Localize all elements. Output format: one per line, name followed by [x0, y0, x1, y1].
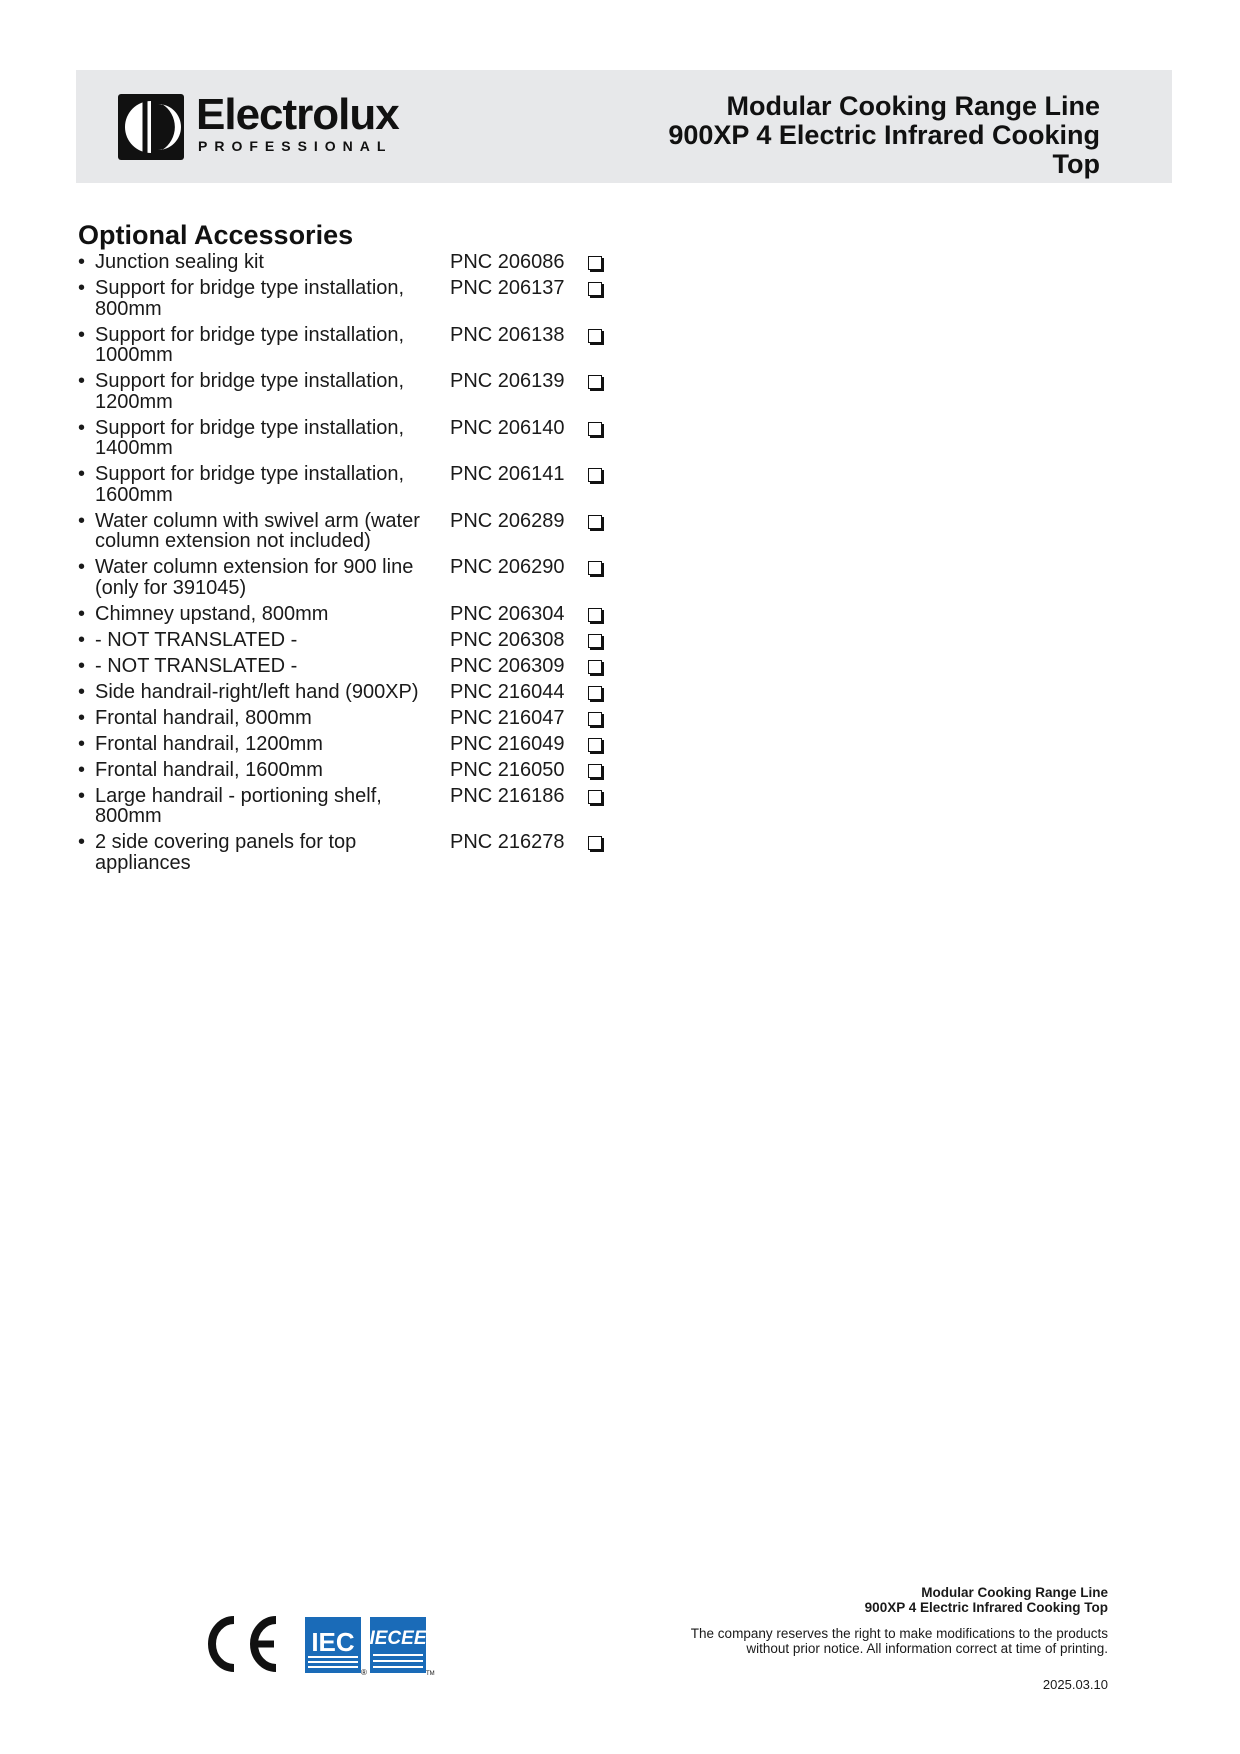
brand-name: Electrolux [196, 90, 399, 139]
bullet: • [78, 706, 86, 729]
bullet: • [78, 509, 86, 532]
accessory-description: Frontal handrail, 800mm [95, 706, 312, 729]
accessory-row [78, 708, 638, 729]
footer-disclaimer-line: without prior notice. All information correct at time of printing. [746, 1641, 1108, 1656]
accessory-checkbox[interactable] [588, 608, 602, 622]
page-title-line: 900XP 4 Electric Infrared Cooking [668, 120, 1100, 150]
accessory-row [78, 464, 638, 505]
accessory-pnc: PNC 206308 [450, 628, 565, 651]
accessory-row [78, 786, 638, 827]
accessory-pnc: PNC 216050 [450, 758, 565, 781]
accessory-row [78, 630, 638, 651]
accessory-row [78, 371, 638, 412]
accessory-row [78, 656, 638, 677]
bullet: • [78, 277, 86, 299]
accessory-pnc: PNC 216044 [450, 680, 565, 703]
bullet: • [78, 758, 86, 781]
ce-mark-icon [212, 1620, 276, 1668]
accessory-row [78, 278, 638, 319]
footer-disclaimer [548, 1626, 1108, 1656]
accessory-checkbox[interactable] [588, 422, 602, 436]
accessory-pnc: PNC 216047 [450, 706, 565, 729]
accessory-row [78, 604, 638, 625]
accessory-checkbox[interactable] [588, 561, 602, 575]
bullet: • [78, 732, 86, 755]
accessory-description: Support for bridge type installation, 1200mm [95, 370, 405, 413]
accessory-checkbox[interactable] [588, 515, 602, 529]
footer-disclaimer-line: The company reserves the right to make modifications to the products [690, 1626, 1108, 1641]
bullet: • [78, 784, 86, 807]
accessory-row [78, 511, 638, 552]
accessory-description: Support for bridge type installation, 1000mm [95, 323, 405, 366]
trademark: TM [426, 1671, 435, 1676]
accessory-description: Frontal handrail, 1600mm [95, 758, 323, 781]
bullet: • [78, 602, 86, 625]
accessory-description: 2 side covering panels for top appliances [95, 831, 357, 874]
accessory-pnc: PNC 216186 [450, 784, 565, 807]
iec-text: IEC [311, 1627, 355, 1657]
accessory-description: Water column extension for 900 line (only for 391045) [95, 556, 414, 599]
accessory-pnc: PNC 206289 [450, 509, 565, 532]
accessory-checkbox[interactable] [588, 686, 602, 700]
accessory-checkbox[interactable] [588, 790, 602, 804]
certification-logos [208, 1614, 448, 1676]
accessory-row [78, 832, 638, 873]
bullet: • [78, 628, 86, 651]
accessory-description: - NOT TRANSLATED - [95, 628, 298, 651]
accessory-row [78, 682, 638, 703]
accessory-description: Frontal handrail, 1200mm [95, 732, 323, 755]
accessory-pnc: PNC 206139 [450, 370, 565, 392]
accessory-row [78, 760, 638, 781]
accessory-pnc: PNC 216278 [450, 831, 565, 853]
footer-title-line: 900XP 4 Electric Infrared Cooking Top [864, 1600, 1108, 1615]
bullet: • [78, 370, 86, 392]
accessory-checkbox[interactable] [588, 712, 602, 726]
footer-title [548, 1585, 1108, 1615]
page-title [540, 92, 1100, 179]
accessory-description: Support for bridge type installation, 1400mm [95, 416, 405, 459]
page-title-line: Modular Cooking Range Line [726, 91, 1100, 121]
iecee-text: IECEE [369, 1628, 427, 1649]
accessory-checkbox[interactable] [588, 660, 602, 674]
bullet: • [78, 831, 86, 853]
footer-date: 2025.03.10 [1042, 1677, 1108, 1692]
accessory-description: Support for bridge type installation, 800mm [95, 277, 405, 320]
accessory-description: - NOT TRANSLATED - [95, 654, 298, 677]
brand-subtitle: PROFESSIONAL [198, 138, 393, 154]
iec-logo-icon [305, 1617, 367, 1676]
accessory-pnc: PNC 206304 [450, 602, 565, 625]
accessory-description: Chimney upstand, 800mm [95, 602, 329, 625]
header-band [76, 70, 1172, 183]
accessory-pnc: PNC 206309 [450, 654, 565, 677]
accessory-row [78, 252, 638, 273]
accessory-description: Water column with swivel arm (water column extension not included) [95, 509, 420, 552]
bullet: • [78, 654, 86, 677]
accessory-row [78, 557, 638, 598]
footer-title-line: Modular Cooking Range Line [921, 1585, 1108, 1600]
bullet: • [78, 463, 86, 485]
accessory-checkbox[interactable] [588, 836, 602, 850]
accessory-pnc: PNC 206137 [450, 277, 565, 299]
accessory-pnc: PNC 206290 [450, 556, 565, 578]
accessory-pnc: PNC 206086 [450, 251, 565, 273]
accessories-list [78, 252, 638, 879]
bullet: • [78, 323, 86, 346]
accessory-pnc: PNC 206141 [450, 463, 565, 485]
accessory-checkbox[interactable] [588, 468, 602, 482]
accessory-checkbox[interactable] [588, 634, 602, 648]
accessory-checkbox[interactable] [588, 738, 602, 752]
accessory-row [78, 325, 638, 366]
accessory-pnc: PNC 206138 [450, 323, 565, 346]
bullet: • [78, 680, 86, 703]
accessory-description: Support for bridge type installation, 1600mm [95, 463, 405, 506]
iecee-logo-icon [369, 1617, 434, 1676]
accessory-checkbox[interactable] [588, 256, 602, 270]
electrolux-logo-icon [118, 94, 184, 160]
accessory-description: Large handrail - portioning shelf, 800mm [95, 784, 382, 827]
bullet: • [78, 416, 86, 439]
section-title: Optional Accessories [78, 220, 354, 250]
accessory-description: Junction sealing kit [95, 251, 264, 273]
accessory-checkbox[interactable] [588, 375, 602, 389]
accessory-pnc: PNC 206140 [450, 416, 565, 439]
accessory-checkbox[interactable] [588, 282, 602, 296]
registered-mark: ® [361, 1668, 367, 1676]
accessory-description: Side handrail-right/left hand (900XP) [95, 680, 419, 703]
accessory-pnc: PNC 216049 [450, 732, 565, 755]
accessory-row [78, 418, 638, 459]
electrolux-logo [118, 90, 418, 162]
bullet: • [78, 556, 86, 578]
accessory-row [78, 734, 638, 755]
bullet: • [78, 251, 86, 273]
accessory-checkbox[interactable] [588, 764, 602, 778]
accessory-checkbox[interactable] [588, 329, 602, 343]
page-title-line: Top [1052, 149, 1100, 179]
